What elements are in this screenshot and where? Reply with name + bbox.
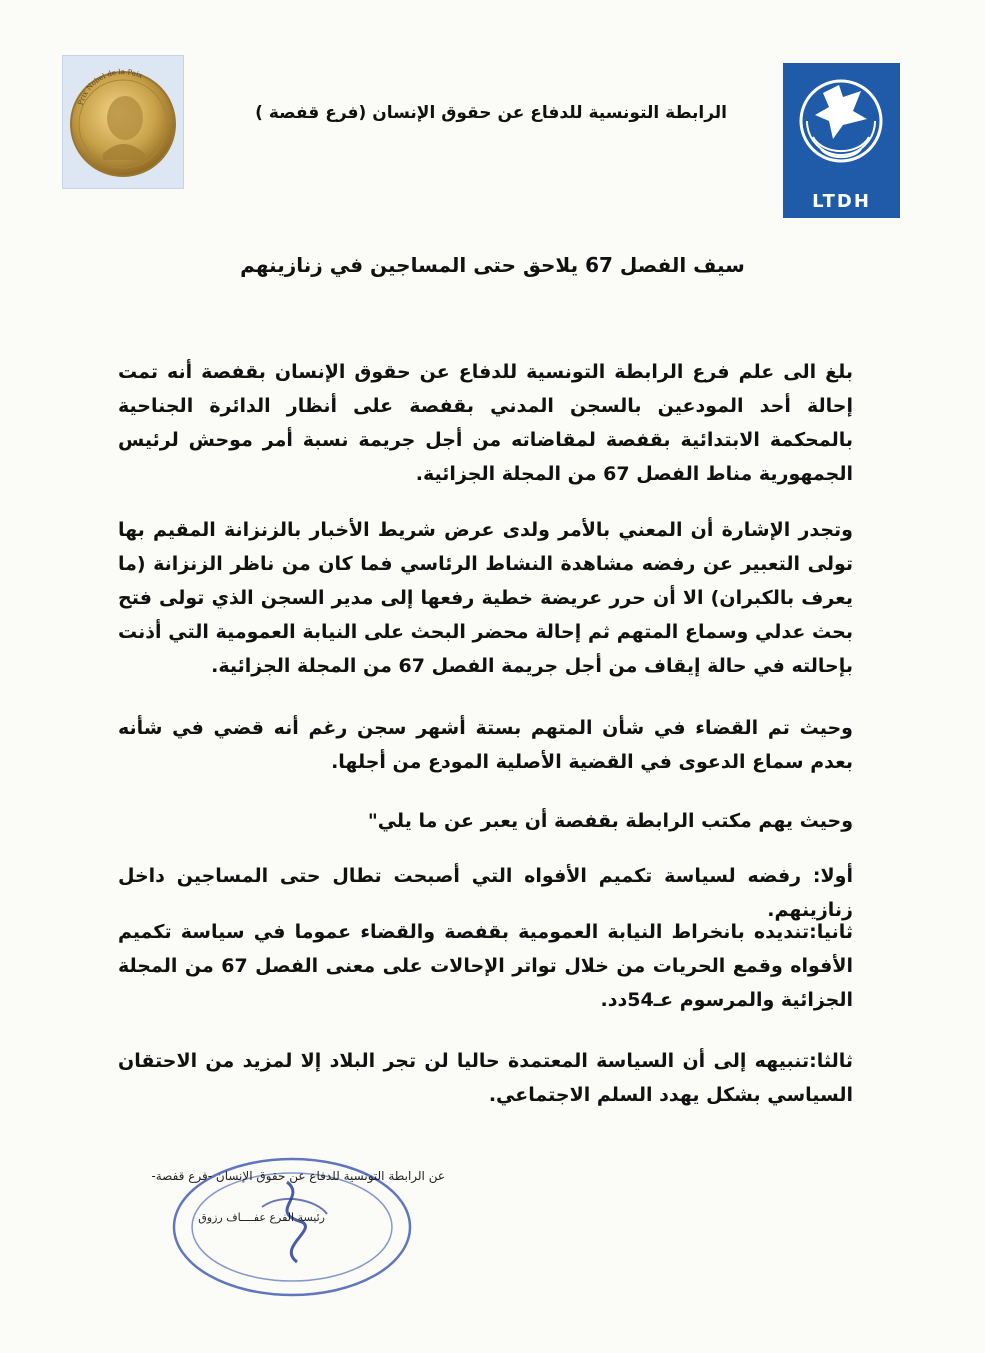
paragraph-2: وتجدر الإشارة أن المعني بالأمر ولدى عرض شريط الأخبار بالزنزانة المقيم بها تولى التعبير عن رفضه مشاهدة النشاط الرئاسي فما كان من ناظر الزنزانة (ما يعرف بالكبران) الا أن حرر عريضة خطية رفعها إلى مدير السجن الذي تولى فتح بحث عدلي وسماع المتهم ثم إحالة محضر البحث على النيابة العمومية التي أذنت بإحالته في حالة إيقاف من أجل جريمة الفصل 67 من المجلة الجزائية. bbox=[118, 519, 853, 677]
paragraph-3-container bbox=[118, 711, 853, 779]
paragraph-1: بلغ الى علم فرع الرابطة التونسية للدفاع عن حقوق الإنسان بقفصة أنه تمت إحالة أحد المودعين بالسجن المدني بقفصة على أنظار الدائرة الجناحية بالمحكمة الابتدائية بقفصة لمقاضاته من أجل جريمة نسبة أمر موحش لرئيس الجمهورية مناط الفصل 67 من المجلة الجزائية. bbox=[118, 361, 853, 485]
signature-line-organization: عن الرابطة التونسية للدفاع عن حقوق الإنسان -فرع قفصة- bbox=[151, 1169, 445, 1183]
signature-block bbox=[145, 1168, 445, 1226]
paragraph-4: وحيث يهم مكتب الرابطة بقفصة أن يعبر عن ما يلي" bbox=[367, 810, 853, 832]
ltdh-label: LTDH bbox=[812, 191, 871, 212]
page-title: سيف الفصل 67 يلاحق حتى المساجين في زنازينهم bbox=[240, 253, 745, 277]
organization-header: الرابطة التونسية للدفاع عن حقوق الإنسان (فرع قفصة ) bbox=[255, 103, 727, 123]
medal-icon bbox=[63, 56, 183, 188]
paragraph-2-container bbox=[118, 513, 853, 683]
signature-line-president: رئيسة الفرع عفــــاف رزوق bbox=[198, 1211, 325, 1224]
paragraph-4-container bbox=[118, 804, 853, 838]
paragraph-7-container bbox=[118, 1044, 853, 1112]
paragraph-3: وحيث تم القضاء في شأن المتهم بستة أشهر سجن رغم أنه قضي في شأنه بعدم سماع الدعوى في القضية الأصلية المودع من أجلها. bbox=[118, 717, 853, 773]
svg-text:Prix Nobel de la Paix: Prix Nobel de la Paix bbox=[76, 67, 144, 107]
point-three: ثالثا:تنبيهه إلى أن السياسة المعتمدة حاليا لن تجر البلاد إلا لمزيد من الاحتقان السياسي بشكل يهدد السلم الاجتماعي. bbox=[118, 1050, 853, 1106]
nobel-medal-logo bbox=[62, 55, 184, 189]
paragraph-1-container bbox=[118, 355, 853, 491]
ltdh-logo bbox=[783, 63, 900, 218]
dove-globe-icon bbox=[783, 63, 900, 183]
point-two: ثانيا:تنديده بانخراط النيابة العمومية بقفصة والقضاء عموما في سياسة تكميم الأفواه وقمع الحريات من خلال تواتر الإحالات على معنى الفصل 67 من المجلة الجزائية والمرسوم عـ54دد. bbox=[118, 921, 854, 1011]
paragraph-6-container bbox=[118, 915, 853, 1017]
point-one: أولا: رفضه لسياسة تكميم الأفواه التي أصبحت تطال حتى المساجين داخل زنازينهم. bbox=[118, 865, 853, 921]
